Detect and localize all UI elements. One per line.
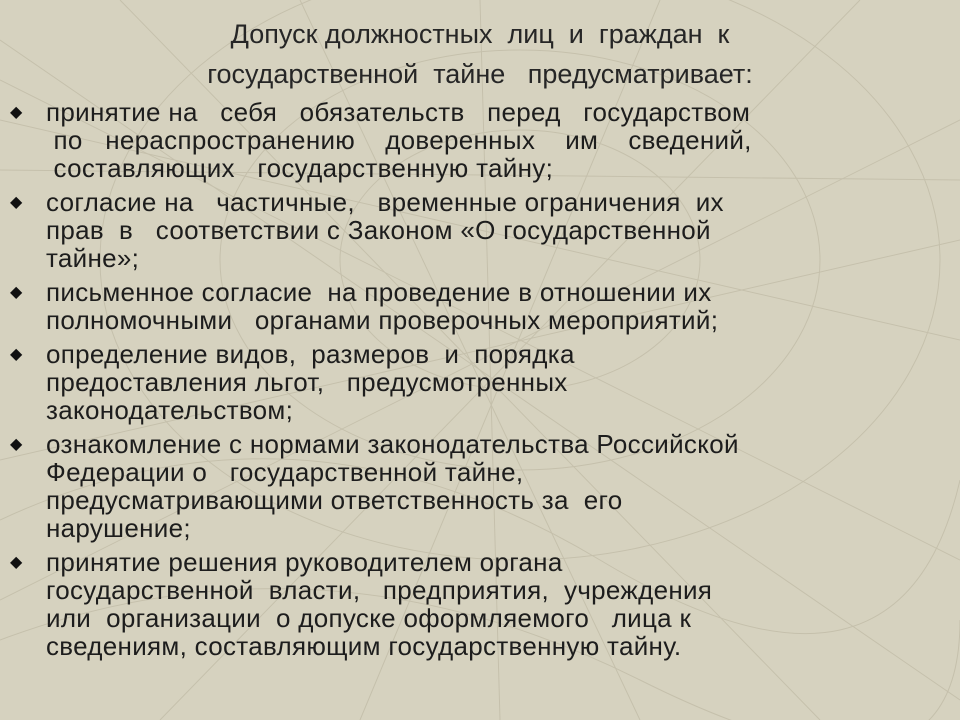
- bullet-text-line: по нераспространению доверенных им сведений,: [46, 125, 752, 155]
- bullet-item: [10, 430, 930, 542]
- diamond-bullet-icon: ◆: [10, 194, 23, 211]
- bullet-text-line: предоставления льгот, предусмотренных: [46, 367, 568, 397]
- bullet-item: [10, 548, 930, 660]
- bullet-text-line: или организации о допуске оформляемого лица к: [46, 603, 692, 633]
- bullet-item: [10, 340, 930, 424]
- bullet-text-line: законодательством;: [46, 395, 294, 425]
- bullet-item: [10, 98, 930, 182]
- diamond-bullet-icon: ◆: [10, 554, 23, 571]
- bullet-text-line: тайне»;: [46, 243, 140, 273]
- bullet-text-line: определение видов, размеров и порядка: [46, 339, 575, 369]
- diamond-bullet-icon: ◆: [10, 346, 23, 363]
- bullet-text-line: Федерации о государственной тайне,: [46, 457, 524, 487]
- bullet-list: [10, 98, 930, 666]
- bullet-text-line: ознакомление с нормами законодательства Российской: [46, 429, 739, 459]
- diamond-bullet-icon: ◆: [10, 284, 23, 301]
- bullet-text-line: согласие на частичные, временные ограничения их: [46, 187, 724, 217]
- slide-title-line-2: государственной тайне предусматривает:: [207, 59, 753, 89]
- bullet-text-line: прав в соответствии с Законом «О государственной: [46, 215, 711, 245]
- bullet-item: [10, 188, 930, 272]
- bullet-text-line: нарушение;: [46, 513, 191, 543]
- bullet-text-line: принятие на себя обязательств перед государством: [46, 97, 751, 127]
- bullet-text-line: сведениям, составляющим государственную тайну.: [46, 631, 682, 661]
- slide-title: [0, 14, 960, 94]
- slide-title-line-1: Допуск должностных лиц и граждан к: [230, 19, 730, 49]
- bullet-text-line: составляющих государственную тайну;: [46, 153, 554, 183]
- bullet-text-line: полномочными органами проверочных мероприятий;: [46, 305, 719, 335]
- bullet-text-line: предусматривающими ответственность за его: [46, 485, 623, 515]
- bullet-text-line: государственной власти, предприятия, учреждения: [46, 575, 713, 605]
- diamond-bullet-icon: ◆: [10, 436, 23, 453]
- bullet-text-line: письменное согласие на проведение в отношении их: [46, 277, 712, 307]
- diamond-bullet-icon: ◆: [10, 104, 23, 121]
- bullet-text-line: принятие решения руководителем органа: [46, 547, 563, 577]
- bullet-item: [10, 278, 930, 334]
